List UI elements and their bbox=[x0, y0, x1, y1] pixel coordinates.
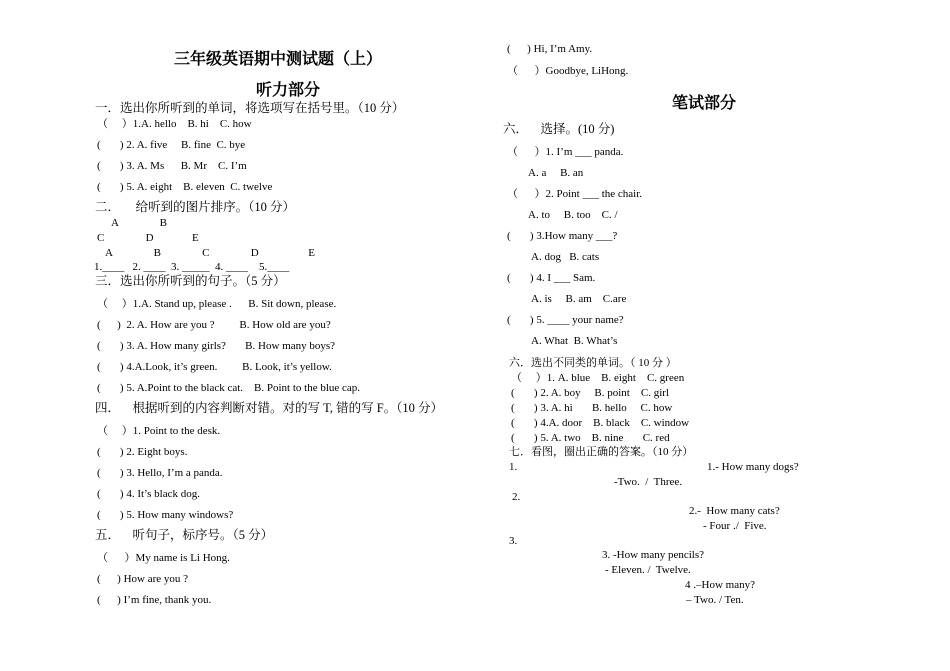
question-line: ( ) How are you ? bbox=[97, 573, 189, 585]
section-4-heading: 四． 根据听到的内容判断对错。对的写 T, 错的写 F。（10 分） bbox=[95, 401, 444, 415]
question-line: 4 .–How many? bbox=[685, 579, 755, 591]
section-2-heading: 二． 给听到的图片排序。（10 分） bbox=[95, 200, 296, 214]
picture-number: 2. bbox=[512, 491, 521, 503]
section-5-heading: 五． 听句子，标序号。（5 分） bbox=[95, 528, 274, 542]
left-column bbox=[0, 0, 470, 671]
question-line: 1.- How many dogs? bbox=[707, 461, 799, 473]
question-line: 3. -How many pencils? bbox=[602, 549, 705, 561]
question-line: ( ) 3. Hello, I’m a panda. bbox=[97, 467, 223, 479]
question-line: ( ) 3. A. hi B. hello C. how bbox=[511, 402, 673, 414]
picture-labels-row: A B C D E bbox=[105, 247, 315, 259]
question-line: ( ) 5. How many windows? bbox=[97, 509, 234, 521]
answer-options: – Two. / Ten. bbox=[686, 594, 744, 606]
question-line: ( ) 4. It’s black dog. bbox=[97, 488, 200, 500]
question-line: （ ）1. Point to the desk. bbox=[97, 425, 221, 437]
question-line: （ ）1.A. hello B. hi C. how bbox=[97, 118, 252, 130]
section-1-heading: 一．选出你所听到的单词，将选项写在括号里。（10 分） bbox=[95, 101, 405, 115]
options-line: A. a B. an bbox=[528, 167, 584, 179]
question-line: （ ）1. A. blue B. eight C. green bbox=[511, 372, 685, 384]
question-line: ( ) 2. A. boy B. point C. girl bbox=[511, 387, 669, 399]
question-line: ( ) I’m fine, thank you. bbox=[97, 594, 212, 606]
question-line: ( ) 3.How many ___? bbox=[507, 230, 618, 242]
options-line: A. to B. too C. / bbox=[528, 209, 618, 221]
answer-options: -Two. / Three. bbox=[614, 476, 683, 488]
section-6-heading: 六． 选择。(10 分) bbox=[503, 122, 615, 136]
question-line: ( ) Hi, I’m Amy. bbox=[507, 43, 593, 55]
question-line: ( ) 5. ____ your name? bbox=[507, 314, 624, 326]
question-line: ( ) 2. A. How are you ? B. How old are you? bbox=[97, 319, 331, 331]
options-line: A. What B. What’s bbox=[531, 335, 618, 347]
question-line: ( ) 4.A. door B. black C. window bbox=[511, 417, 690, 429]
question-line: （ ）1.A. Stand up, please . B. Sit down, please. bbox=[97, 298, 337, 310]
question-line: ( ) 3. A. Ms B. Mr C. I’m bbox=[97, 160, 247, 172]
section-6b-heading: 六．选出不同类的单词。（ 10 分 ） bbox=[509, 357, 677, 369]
listening-heading: 听力部分 bbox=[256, 80, 321, 99]
options-line: A. dog B. cats bbox=[531, 251, 600, 263]
picture-labels-row: A B bbox=[111, 217, 167, 229]
picture-number: 3. bbox=[509, 535, 518, 547]
answer-options: - Eleven. / Twelve. bbox=[605, 564, 691, 576]
question-line: ( ) 5. A. eight B. eleven C. twelve bbox=[97, 181, 273, 193]
written-heading: 笔试部分 bbox=[672, 93, 737, 112]
question-line: ( ) 4.A.Look, it’s green. B. Look, it’s yellow. bbox=[97, 361, 332, 373]
answer-options: - Four ./ Five. bbox=[703, 520, 767, 532]
picture-number: 1. bbox=[509, 461, 518, 473]
page-title: 三年级英语期中测试题（上） bbox=[174, 49, 383, 68]
question-line: （ ）My name is Li Hong. bbox=[97, 552, 230, 564]
question-line: ( ) 2. A. five B. fine C. bye bbox=[97, 139, 246, 151]
section-3-heading: 三．选出你所听到的句子。（5 分） bbox=[95, 274, 286, 288]
question-line: ( ) 5. A. two B. nine C. red bbox=[511, 432, 670, 444]
question-line: ( ) 3. A. How many girls? B. How many boys? bbox=[97, 340, 336, 352]
options-line: A. is B. am C.are bbox=[531, 293, 627, 305]
answer-blanks: 1.____ 2. ____ 3. _____ 4. ____ 5.____ bbox=[94, 261, 290, 273]
section-7-heading: 七．看图，圈出正确的答案。（10 分） bbox=[509, 446, 694, 458]
question-line: （ ）Goodbye, LiHong. bbox=[507, 65, 629, 77]
right-column bbox=[475, 0, 950, 671]
question-line: （ ）1. I’m ___ panda. bbox=[507, 146, 624, 158]
question-line: ( ) 5. A.Point to the black cat. B. Point to the blue cap. bbox=[97, 382, 361, 394]
question-line: ( ) 2. Eight boys. bbox=[97, 446, 188, 458]
picture-labels-row: C D E bbox=[97, 232, 199, 244]
question-line: （ ）2. Point ___ the chair. bbox=[507, 188, 643, 200]
question-line: ( ) 4. I ___ Sam. bbox=[507, 272, 596, 284]
question-line: 2.- How many cats? bbox=[689, 505, 780, 517]
